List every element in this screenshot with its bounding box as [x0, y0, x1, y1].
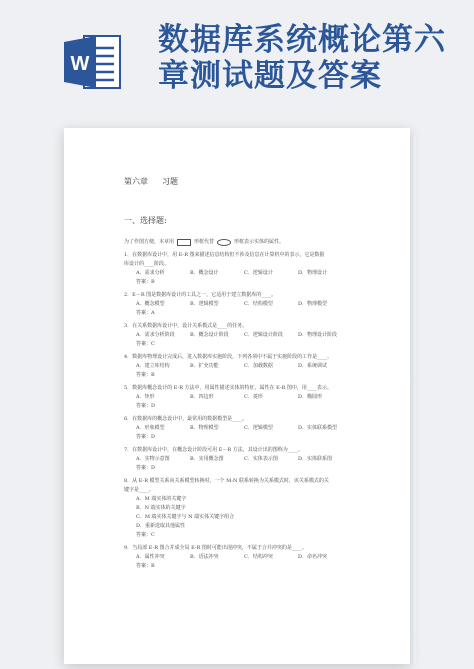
option: C．结构模型: [244, 301, 273, 307]
option: D．物理设计阶段: [298, 332, 338, 338]
document-content: [124, 176, 364, 575]
answer: 答案：A: [136, 310, 155, 316]
question-1: 1．在数据库设计中，用 E-R 图来描述信息结构但不涉及信息在计算机中的表示，它是数据 库设计的____阶段。 A．需求分析 B．概念设计 C．逻辑设计 D．物理设计 答案：B: [124, 251, 364, 287]
word-logo-icon: [62, 32, 122, 92]
question-9: 9．当局部 E-R 图合并成全局 E-R 图时可能出现冲突，不属于合并冲突的是____。 A．属性冲突 B．语法冲突 C．结构冲突 D．命名冲突 答案：B: [124, 544, 364, 571]
chapter-heading: [124, 176, 364, 187]
option: A．需求分析: [136, 270, 165, 276]
options: [124, 269, 364, 278]
answer: 答案：B: [136, 279, 155, 285]
banner: [0, 0, 474, 112]
options: [124, 393, 364, 402]
option: A．建立库结构: [136, 363, 170, 369]
answer: 答案：C: [136, 341, 155, 347]
question-7: 7．在数据库设计中，在概念设计阶段可用 E－R 方法，其设计出的图称为____。 A．实物示意图 B．实用概念图 C．实体表示图 D．实体联系图 答案：D: [124, 446, 364, 473]
question-2: 2．E－R 图是数据库设计的工具之一，它适用于建立数据库的____。 A．概念模型 B．逻辑模型 C．结构模型 D．物理模型 答案：A: [124, 291, 364, 318]
question-6: 6．在数据库的概念设计中，最常用的数据模型是____。 A．形象模型 B．物理模型 C．逻辑模型 D．实体联系模型 答案：D: [124, 415, 364, 442]
option: A．概念模型: [136, 301, 165, 307]
option: A．矩形: [136, 394, 155, 400]
answer: 答案：B: [136, 563, 155, 569]
question-8: 8．从 E-R 模型关系向关系模型转换时，一个 M:N 联系转换为关系模式时，该关系模式的关 键字是____。 A．M 端实体的关键字 B．N 端实体的关键字 C．M 端实体关键字与 N 端实体关键字组合 D．重新选取其他属性 答案：C: [124, 477, 364, 540]
answer: 答案：D: [136, 434, 156, 440]
intro-line: 为了作图方便，本章用 形框代替 形框表示实体的属性。: [124, 239, 285, 245]
options: [124, 424, 364, 433]
options: A．M 端实体的关键字 B．N 端实体的关键字 C．M 端实体关键字与 N 端实体关键字组合 D．重新选取其他属性: [136, 496, 235, 529]
options: [124, 455, 364, 464]
options: [124, 300, 364, 309]
option: B．物理模型: [190, 425, 219, 431]
chapter-number: 第六章: [124, 177, 148, 186]
page-title: 数据库系统概论第六章测试题及答案: [158, 22, 446, 94]
option: C．加载数据: [244, 363, 273, 369]
rectangle-symbol: [177, 239, 191, 246]
answer: 答案：C: [136, 532, 155, 538]
chapter-name: 习题: [162, 177, 178, 186]
option: C．逻辑模型: [244, 425, 273, 431]
option: B．概念设计: [190, 270, 219, 276]
answer: 答案：B: [136, 372, 155, 378]
option: B．概念设计阶段: [190, 332, 229, 338]
option: A．需求分析阶段: [136, 332, 175, 338]
answer: 答案：D: [136, 403, 156, 409]
question-list: [124, 251, 364, 473]
option: D．物理模型: [298, 301, 328, 307]
option: C．逻辑设计阶段: [244, 332, 283, 338]
question-5: 5．数据库概念设计的 E-R 方法中，用属性描述实体的特征，属性在 E-R 图中，用____表示。 A．矩形 B．四边形 C．菱形 D．椭圆形 答案：D: [124, 384, 364, 411]
option: C．实体表示图: [244, 456, 278, 462]
svg-text:W: W: [70, 53, 90, 75]
option: D．系统调试: [298, 363, 328, 369]
option: D．物理设计: [298, 270, 328, 276]
option: D．实体联系图: [298, 456, 333, 462]
option: A．实物示意图: [136, 456, 170, 462]
answer: 答案：D: [136, 465, 156, 471]
oval-symbol: [217, 239, 231, 246]
options: [124, 362, 364, 371]
question-3: 3．在关系数据库设计中，设计关系模式是____的任务。 A．需求分析阶段 B．概念设计阶段 C．逻辑设计阶段 D．物理设计阶段 答案：C: [124, 322, 364, 349]
question-4: 4．数据库物理设计完成后，进入数据库实施阶段，下列各项中不属于实施阶段的工作是____。 A．建立库结构 B．扩充功能 C．加载数据 D．系统调试 答案：B: [124, 353, 364, 380]
option: B．四边形: [190, 394, 214, 400]
option: D．椭圆形: [298, 394, 323, 400]
option: B．逻辑模型: [190, 301, 219, 307]
option: C．逻辑设计: [244, 270, 273, 276]
option: A．形象模型: [136, 425, 165, 431]
options: A．属性冲突 B．语法冲突 C．结构冲突 D．命名冲突: [136, 554, 328, 560]
option: B．实用概念图: [190, 456, 224, 462]
option: B．扩充功能: [190, 363, 219, 369]
option: D．实体联系模型: [298, 425, 338, 431]
option: C．菱形: [244, 394, 263, 400]
section-heading: 一、选择题:: [124, 216, 167, 225]
document-page: [64, 128, 410, 664]
options: [124, 331, 364, 340]
